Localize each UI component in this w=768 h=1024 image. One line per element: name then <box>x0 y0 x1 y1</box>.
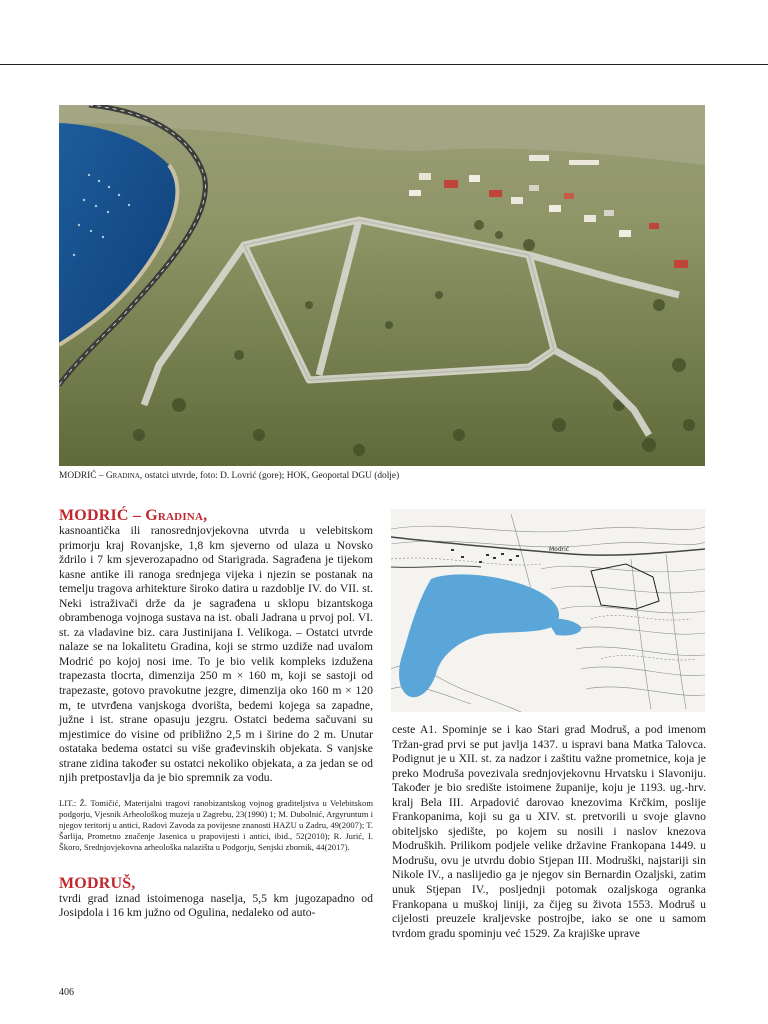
photo-caption <box>59 471 705 482</box>
left-column <box>59 507 373 921</box>
entry-title-modric <box>59 507 373 524</box>
page-number: 406 <box>59 987 74 998</box>
map-label: Modrić <box>549 546 570 553</box>
entry-title-modric-main: MODRIĆ – <box>59 507 146 524</box>
entry-text-modrus-continued: ceste A1. Spominje se i kao Stari grad Modruš, a pod imenom Tržan-grad prvi se put javlja 1437. u ispravi bana Matka Talovca. Podignut je u XII. st. za nadzor i zaštitu važne prometnice, koja je preko Modruša povezivala srednjovjekovnu Hrvatsku i Slavoniju. Također je bio središte istoimene županije, koju je 1193. ug.-hrv. kralj Bela III. Arpadović darovao knezovima Krčkim, poslije Frankopanima, koji su ga u XIV. st. pretvorili u svoje glavno obiteljsko sjedište, po kojem su nosili i naslov knezova Modruških. Prilikom podjele velike državine Frankopana 1449. u Modrušu, ovu je utvrdu dobio Stjepan III. Modruški, najstariji sin Nikole IV., a naslijedio ga je njegov sin Bernardin Ozaljski, zatim unuk Stjepan IV., posljednji potomak ozaljskoga ogranka Frankopana u muškoj liniji, za čijeg su života 1553. Modruš u cijelosti preuzele kraljevske postrojbe, iako se one u samom tvrdom gradu spominju već 1529. Za krajiške uprave <box>392 723 706 940</box>
caption-credits: , ostatci utvrde, foto: D. Lovrić (gore); HOK, Geoportal DGU (dolje) <box>139 471 400 481</box>
literature-modric: LIT.: Ž. Tomičić, Materijalni tragovi ranobizantskog vojnog graditeljstva u Velebitskom podgorju, Vjesnik Arheološkog muzeja u Zagrebu, 23(1990) 1; M. Dubolnić, Argyruntum i njegov teritorij u antici, Radovi Zavoda za povijesne znanosti HAZU u Zadru, 49(2007); T. Šarlija, Prometno značenje Jasenica u prapovijesti i antici, ibid., 52(2010); R. Jurić, I. Škoro, Srednjovjekovna arheološka nalazišta u Podgorju, Senjski zbornik, 44(2017). <box>59 797 373 852</box>
entry-title-modric-site: Gradina, <box>145 507 208 524</box>
entry-title-modrus: MODRUŠ, <box>59 874 136 892</box>
entry-text-modric: kasnoantička ili ranosrednjovjekovna utvrda u velebitskom primorju kraj Rovanjske, 1,8 km sjeverno od ulaza u Novsko ždrilo i 7 km sjeverozapadno od Starigrada. Sagrađena je tijekom kasne antike ili ranoga srednjega vijeka i njezin se postanak na temelju tragova arhitekture široko datira u razdoblje IV. do VII. st. Neki istraživači drže da je sagrađena u sklopu bizantskoga obrambenoga vojnoga sustava na ist. obali Jadrana u prvoj pol. VI. st. za vladavine biz. cara Justinijana I. Velikoga. – Ostatci utvrde nalaze se na lokalitetu Gradina, koji se strmo uzdiže nad uvalom Modrić po kojoj nosi ime. To je bio velik kompleks izdužena trapezasta tlocrta, dimenzija 250 m × 160 m, koji se sastoji od trapezaste, gotovo pravokutne jezgre, dimenzija oko 160 m × 120 m, te utvrđena vanjskoga dvorišta, bedemi kojega sa zapadne, južne i ist. strane opasuju jezgru. Ostatci bedema sačuvani su mjestimice do visine od približno 2,5 m i širine do 2 m. Unutar ostataka bedema ostatci su više građevinskih objekata. S vanjske strane zidina također su ostatci nekoliko objekata, a za jedan se od njih pretpostavlja da je bio spremnik za vodu. <box>59 524 373 785</box>
aerial-photo <box>59 105 705 466</box>
entry-text-modrus-start: tvrdi grad iznad istoimenoga naselja, 5,5 km jugozapadno od Josipdola i 16 km južno od Ogulina, nedaleko od auto- <box>59 891 373 920</box>
caption-site: Gradina <box>105 471 140 481</box>
top-rule <box>0 64 768 65</box>
caption-place: MODRIĆ – <box>59 471 106 481</box>
topographic-map <box>391 509 705 712</box>
right-column <box>392 723 706 941</box>
